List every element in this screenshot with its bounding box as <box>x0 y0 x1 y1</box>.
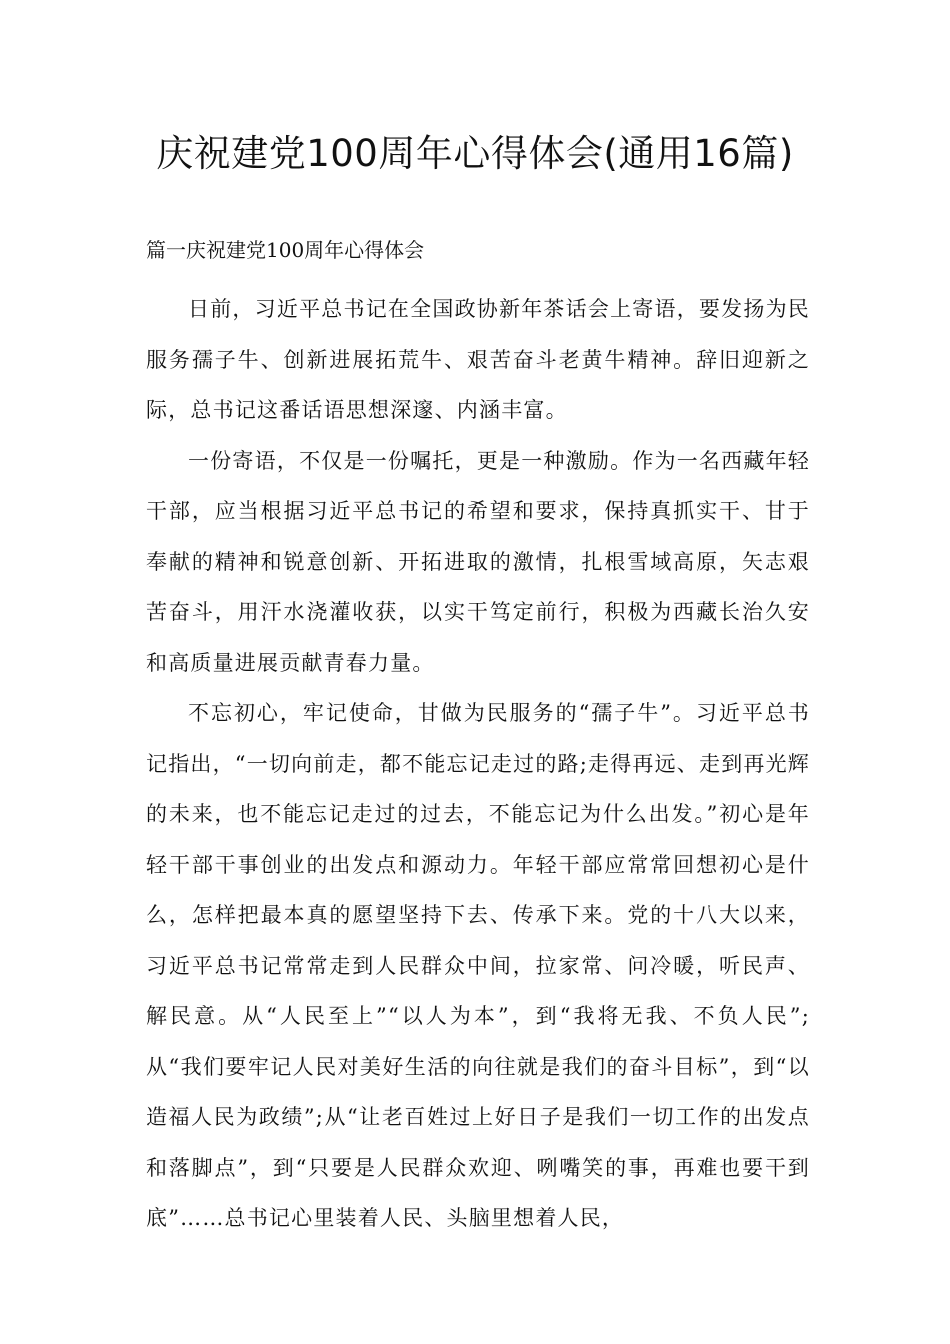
paragraph: 不忘初心，牢记使命，甘做为民服务的“孺子牛”。习近平总书记指出，“一切向前走，都不能忘记走过的路;走得再远、走到再光辉的未来，也不能忘记走过的过去，不能忘记为什么出发。”初心是年轻干部干事创业的出发点和源动力。年轻干部应常常回想初心是什么，怎样把最本真的愿望坚持下去、传承下来。党的十八大以来，习近平总书记常常走到人民群众中间，拉家常、问冷暖，听民声、解民意。从“人民至上”“以人为本”，到“我将无我、不负人民”;从“我们要牢记人民对美好生活的向往就是我们的奋斗目标”，到“以造福人民为政绩”;从“让老百姓过上好日子是我们一切工作的出发点和落脚点”，到“只要是人民群众欢迎、咧嘴笑的事，再难也要干到底”……总书记心里装着人民、头脑里想着人民， <box>146 701 811 1230</box>
document-body <box>146 284 810 1244</box>
document-title: 庆祝建党100周年心得体会(通用16篇) <box>156 132 794 175</box>
paragraph: 日前，习近平总书记在全国政协新年茶话会上寄语，要发扬为民服务孺子牛、创新进展拓荒牛、艰苦奋斗老黄牛精神。辞旧迎新之际，总书记这番话语思想深邃、内涵丰富。 <box>146 297 810 422</box>
paragraph: 一份寄语，不仅是一份嘱托，更是一种激励。作为一名西藏年轻干部，应当根据习近平总书记的希望和要求，保持真抓实干、甘于奉献的精神和锐意创新、开拓进取的激情，扎根雪域高原，矢志艰苦奋斗，用汗水浇灌收获，以实干笃定前行，积极为西藏长治久安和高质量进展贡献青春力量。 <box>146 448 810 675</box>
section-heading: 篇一庆祝建党100周年心得体会 <box>146 238 425 262</box>
